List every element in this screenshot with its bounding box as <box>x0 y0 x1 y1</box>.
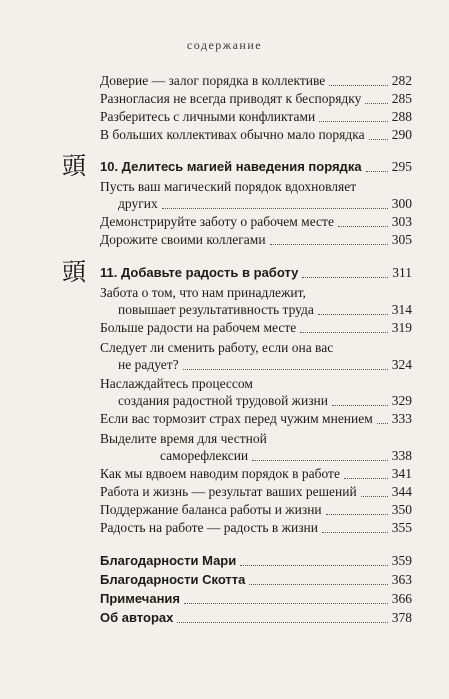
toc-entry-title: Разберитесь с личными конфликтами <box>100 109 316 124</box>
toc-chapter-title: 11. Добавьте радость в работу <box>100 265 299 280</box>
toc-leader <box>338 214 388 227</box>
toc-leader <box>252 448 388 461</box>
toc-entry[interactable] <box>100 339 412 373</box>
toc-entry[interactable] <box>100 284 412 318</box>
toc-entry-page: 282 <box>391 73 412 88</box>
toc-entry[interactable] <box>100 178 412 212</box>
toc-chapter-heading[interactable] <box>100 264 412 281</box>
toc-entry-page: 333 <box>391 411 412 426</box>
toc-entry-page: 355 <box>391 520 412 535</box>
toc-entry-page: 329 <box>391 393 412 408</box>
toc-entry-title: Дорожите своими коллегами <box>100 232 266 247</box>
toc-entry-page: 288 <box>391 109 412 124</box>
toc-entry[interactable] <box>100 108 412 125</box>
toc-entry[interactable] <box>100 483 412 500</box>
toc-entry-page: 344 <box>391 484 412 499</box>
toc-entry-title: Примечания <box>100 591 181 606</box>
toc-leader <box>319 109 388 122</box>
toc-entry-page: 338 <box>391 448 412 463</box>
toc-entry-title-continued: создания радостной трудовой жизни <box>118 393 329 408</box>
page-header: содержание <box>186 38 263 52</box>
toc-entry-title: Следует ли сменить работу, если она вас <box>100 340 334 355</box>
toc-entry-title: Если вас тормозит страх перед чужим мнением <box>100 411 373 426</box>
toc-backmatter-entry[interactable] <box>100 552 412 569</box>
toc-entry-page: 295 <box>391 159 412 174</box>
toc-backmatter-entry[interactable] <box>100 571 412 588</box>
toc-entry-title: Демонстрируйте заботу о рабочем месте <box>100 214 334 229</box>
toc-entry-title: Больше радости на рабочем месте <box>100 320 297 335</box>
toc-entry-title: Как мы вдвоем наводим порядок в работе <box>100 466 340 481</box>
toc-leader <box>249 572 387 585</box>
toc-leader <box>329 73 387 86</box>
toc-leader <box>177 610 387 623</box>
toc-entry-page: 350 <box>391 502 412 517</box>
toc-entry-page: 303 <box>391 214 412 229</box>
toc-entry-title: Работа и жизнь — результат ваших решений <box>100 484 357 499</box>
toc-entry-title: Доверие — залог порядка в коллективе <box>100 73 326 88</box>
toc-leader <box>318 302 388 315</box>
toc-leader <box>240 553 388 566</box>
toc-entry-title-continued: других <box>118 196 158 211</box>
toc-entry-page: 285 <box>391 91 412 106</box>
toc-leader <box>344 466 388 479</box>
toc-entry-page: 305 <box>391 232 412 247</box>
toc-entry-title: Забота о том, что нам принадлежит, <box>100 285 306 300</box>
toc-entry-page: 363 <box>391 572 412 587</box>
toc-entry[interactable] <box>100 375 412 409</box>
toc-entry-title: Разногласия не всегда приводят к беспорядку <box>100 91 362 106</box>
toc-entry-page: 290 <box>391 127 412 142</box>
toc-entry[interactable] <box>100 519 412 536</box>
toc-entry-page: 314 <box>391 302 412 317</box>
toc-leader <box>300 320 388 333</box>
toc-leader <box>302 265 388 278</box>
toc-entry-title: В больших коллективах обычно мало порядка <box>100 127 365 142</box>
toc-entry-page: 319 <box>391 320 412 335</box>
toc-entry-page: 324 <box>391 357 412 372</box>
toc-entry-title: Благодарности Скотта <box>100 572 246 587</box>
toc-leader <box>183 357 388 370</box>
toc-entry-title: Наслаждайтесь процессом <box>100 376 253 391</box>
toc-leader <box>377 411 388 424</box>
chapter-10-glyph-icon: 頭 <box>62 152 86 180</box>
toc-entry-title: Благодарности Мари <box>100 553 237 568</box>
toc-leader <box>162 196 388 209</box>
toc-entry-page: 359 <box>391 553 412 568</box>
toc-entry[interactable] <box>100 319 412 336</box>
toc-entry[interactable] <box>100 90 412 107</box>
toc-entry-page: 311 <box>392 265 412 280</box>
toc-leader <box>366 159 388 172</box>
toc-backmatter-entry[interactable] <box>100 609 412 626</box>
toc-entry-title: Об авторах <box>100 610 174 625</box>
toc-entry-page: 378 <box>391 610 412 625</box>
chapter-11-glyph-icon: 頭 <box>62 258 86 286</box>
toc-entry-title-continued: не радует? <box>118 357 179 372</box>
toc-entry-page: 300 <box>391 196 412 211</box>
toc-leader <box>184 591 388 604</box>
toc-entry[interactable] <box>100 72 412 89</box>
toc-leader <box>369 127 388 140</box>
toc-entry-page: 341 <box>391 466 412 481</box>
toc-backmatter-entry[interactable] <box>100 590 412 607</box>
toc-entry[interactable] <box>100 501 412 518</box>
toc-entry[interactable] <box>100 213 412 230</box>
toc-entry-title: Радость на работе — радость в жизни <box>100 520 318 535</box>
toc-entry-title: Пусть ваш магический порядок вдохновляет <box>100 179 357 194</box>
toc-leader <box>365 91 387 104</box>
toc-entry[interactable] <box>100 465 412 482</box>
toc-entry-title: Выделите время для честной <box>100 431 267 446</box>
toc-entry-title-continued: повышает результативность труда <box>118 302 314 317</box>
toc-entry[interactable] <box>100 430 412 464</box>
toc-entry-title-continued: саморефлексии <box>160 448 249 463</box>
toc-leader <box>361 484 388 497</box>
toc-chapter-title: 10. Делитесь магией наведения порядка <box>100 159 362 174</box>
toc-entry[interactable] <box>100 410 412 427</box>
toc-leader <box>326 502 388 515</box>
toc-entry[interactable] <box>100 126 412 143</box>
toc-entry[interactable] <box>100 231 412 248</box>
toc-entry-page: 366 <box>391 591 412 606</box>
toc-leader <box>332 393 388 406</box>
toc-entry-title: Поддержание баланса работы и жизни <box>100 502 322 517</box>
toc-chapter-heading[interactable] <box>100 158 412 175</box>
toc-leader <box>270 232 388 245</box>
toc-leader <box>322 520 388 533</box>
